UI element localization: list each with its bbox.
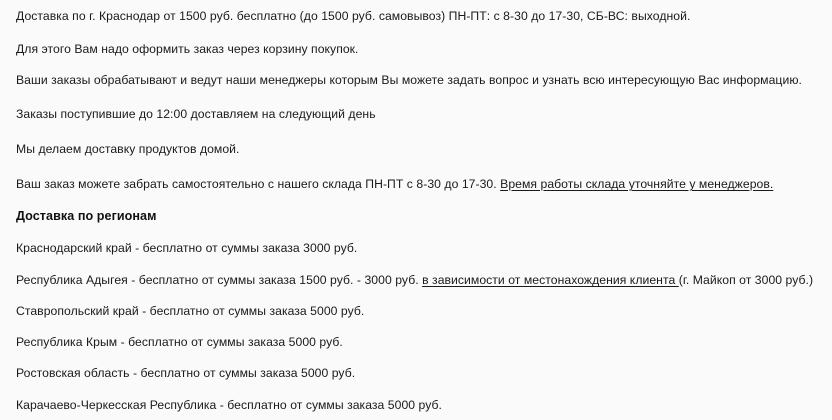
managers-info-text: Ваши заказы обрабатывают и ведут наши менеджеры которым Вы можете задать вопрос и узнать всю интересующую Вас информацию. xyxy=(16,73,802,87)
next-day-delivery-text: Заказы поступившие до 12:00 доставляем на следующий день xyxy=(16,107,376,121)
home-delivery-text: Мы делаем доставку продуктов домой. xyxy=(16,142,240,156)
region-krasnodar-krai: Краснодарский край - бесплатно от суммы заказа 3000 руб. xyxy=(16,241,358,255)
region-stavropol: Ставропольский край - бесплатно от суммы заказа 5000 руб. xyxy=(16,304,365,318)
order-via-cart-text: Для этого Вам надо оформить заказ через корзину покупок. xyxy=(16,42,359,56)
region-kchr: Карачаево-Черкесская Республика - бесплатно от суммы заказа 5000 руб. xyxy=(16,398,442,412)
region-rostov: Ростовская область - бесплатно от суммы заказа 5000 руб. xyxy=(16,366,356,380)
region-adygea xyxy=(16,272,813,288)
adygea-text: Республика Адыгея - бесплатно от суммы заказа 1500 руб. - 3000 руб. xyxy=(16,273,423,287)
warehouse-hours-link[interactable]: Время работы склада уточняйте у менеджеров. xyxy=(500,177,774,191)
regions-heading: Доставка по регионам xyxy=(16,209,157,223)
krasnodar-delivery-terms: Доставка по г. Краснодар от 1500 руб. бесплатно (до 1500 руб. самовывоз) ПН-ПТ: с 8-30 до 17-30, СБ-ВС: выходной. xyxy=(16,9,691,23)
client-location-link[interactable]: в зависимости от местонахождения клиента xyxy=(422,273,679,287)
pickup-paragraph xyxy=(16,176,773,192)
adygea-maykop-note: (г. Майкоп от 3000 руб.) xyxy=(678,273,814,287)
pickup-text: Ваш заказ можете забрать самостоятельно с нашего склада ПН-ПТ с 8-30 до 17-30. xyxy=(16,177,501,191)
region-crimea: Республика Крым - бесплатно от суммы заказа 5000 руб. xyxy=(16,335,343,349)
